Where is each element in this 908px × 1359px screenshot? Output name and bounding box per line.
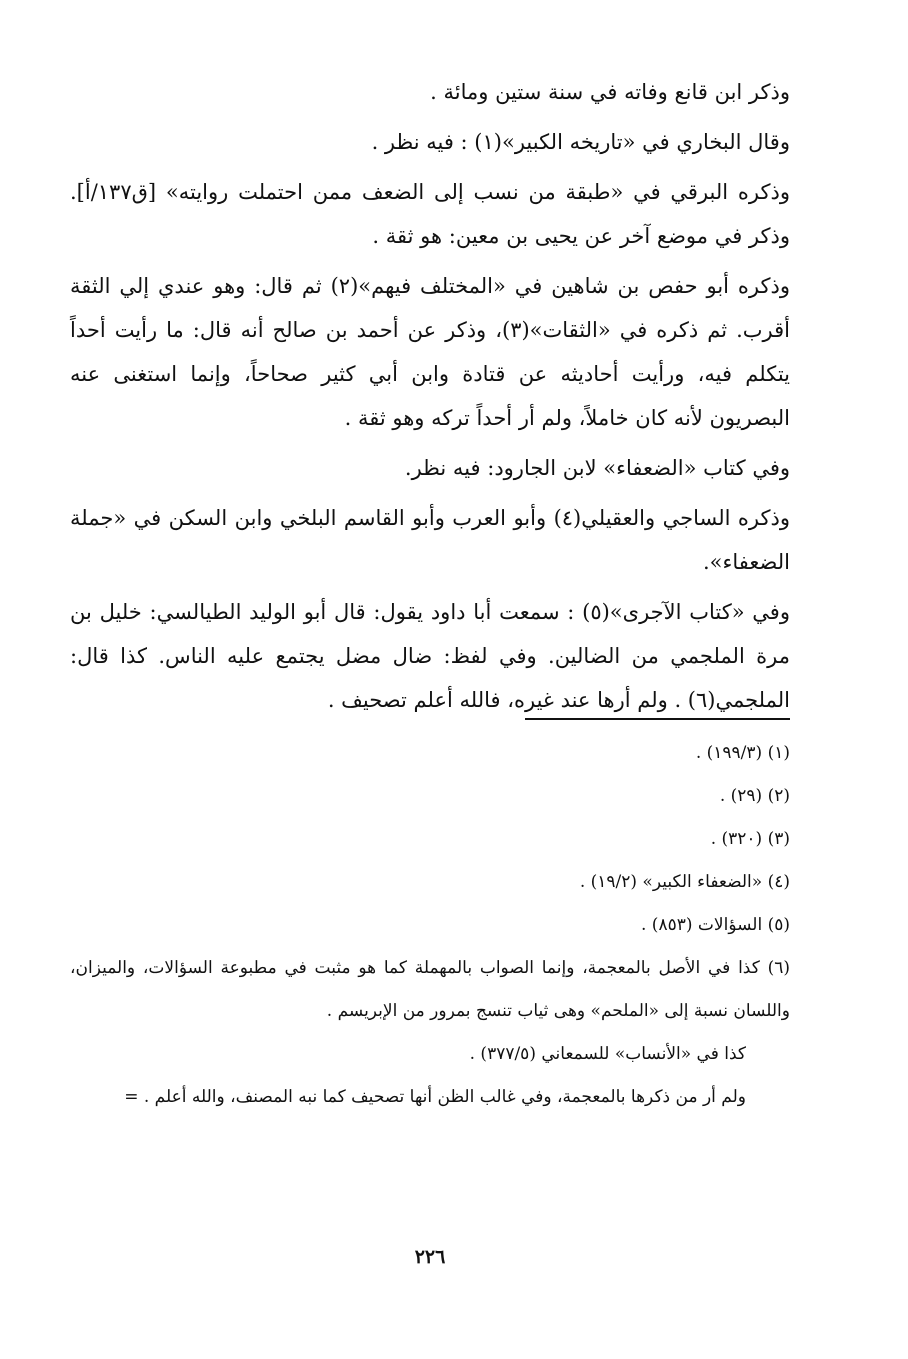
paragraph-2: وقال البخاري في «تاريخه الكبير»(١) : فيه نظر . [371, 130, 790, 154]
main-text [70, 70, 790, 728]
paragraph-4: وذكره أبو حفص بن شاهين في «المختلف فيهم»(٢) ثم قال: وهو عندي إلي الثقة أقرب. ثم ذكره في «الثقات»(٣)، وذكر عن أحمد بن صالح أنه قال: ما رأيت أحداً يتكلم فيه، ورأيت أحاديثه عن قتادة وابن أبي كثير صحاحاً، وإنما استغنى عنه البصريون لأنه كان خاملاً، ولم أر أحداً تركه وهو ثقة . [70, 274, 790, 430]
book-page [70, 70, 790, 1310]
footnote-6-continuation-1: كذا في «الأنساب» للسمعاني (٣٧٧/٥) . [469, 1044, 746, 1064]
footnotes [70, 732, 790, 1119]
footnote-1: (١) (١٩٩/٣) . [695, 743, 790, 763]
footnote-5: (٥) السؤالات (٨٥٣) . [641, 915, 790, 935]
footnote-6: (٦) كذا في الأصل بالمعجمة، وإنما الصواب بالمهملة كما هو مثبت في مطبوعة السؤالات، والميزان، واللسان نسبة إلى «الملحم» وهى ثياب تنسج بمرور من الإبريسم . [70, 958, 790, 1021]
paragraph-3: وذكره البرقي في «طبقة من نسب إلى الضعف ممن احتملت روايته» [ق١٣٧/أ]. وذكر في موضع آخر عن يحيى بن معين: هو ثقة . [70, 180, 790, 248]
footnote-4: (٤) «الضعفاء الكبير» (١٩/٢) . [579, 872, 790, 892]
page-number: ٢٢٦ [414, 1246, 446, 1268]
paragraph-5: وفي كتاب «الضعفاء» لابن الجارود: فيه نظر. [404, 456, 790, 480]
paragraph-6: وذكره الساجي والعقيلي(٤) وأبو العرب وأبو القاسم البلخي وابن السكن في «جملة الضعفاء». [70, 506, 790, 574]
paragraph-7: وفي «كتاب الآجرى»(٥) : سمعت أبا داود يقول: قال أبو الوليد الطيالسي: خليل بن مرة الملجمي من الضالين. وفي لفظ: ضال مضل يجتمع عليه الناس. كذا قال: الملجمي(٦) . ولم أرها عند غيره، فالله أعلم تصحيف . [70, 600, 790, 712]
footnote-divider [525, 718, 790, 720]
paragraph-1: وذكر ابن قانع وفاته في سنة ستين ومائة . [430, 80, 790, 104]
footnote-3: (٣) (٣٢٠) . [710, 829, 790, 849]
footnote-2: (٢) (٢٩) . [719, 786, 790, 806]
footnote-6-continuation-2: ولم أر من ذكرها بالمعجمة، وفي غالب الظن أنها تصحيف كما نبه المصنف، والله أعلم . = [124, 1087, 746, 1107]
